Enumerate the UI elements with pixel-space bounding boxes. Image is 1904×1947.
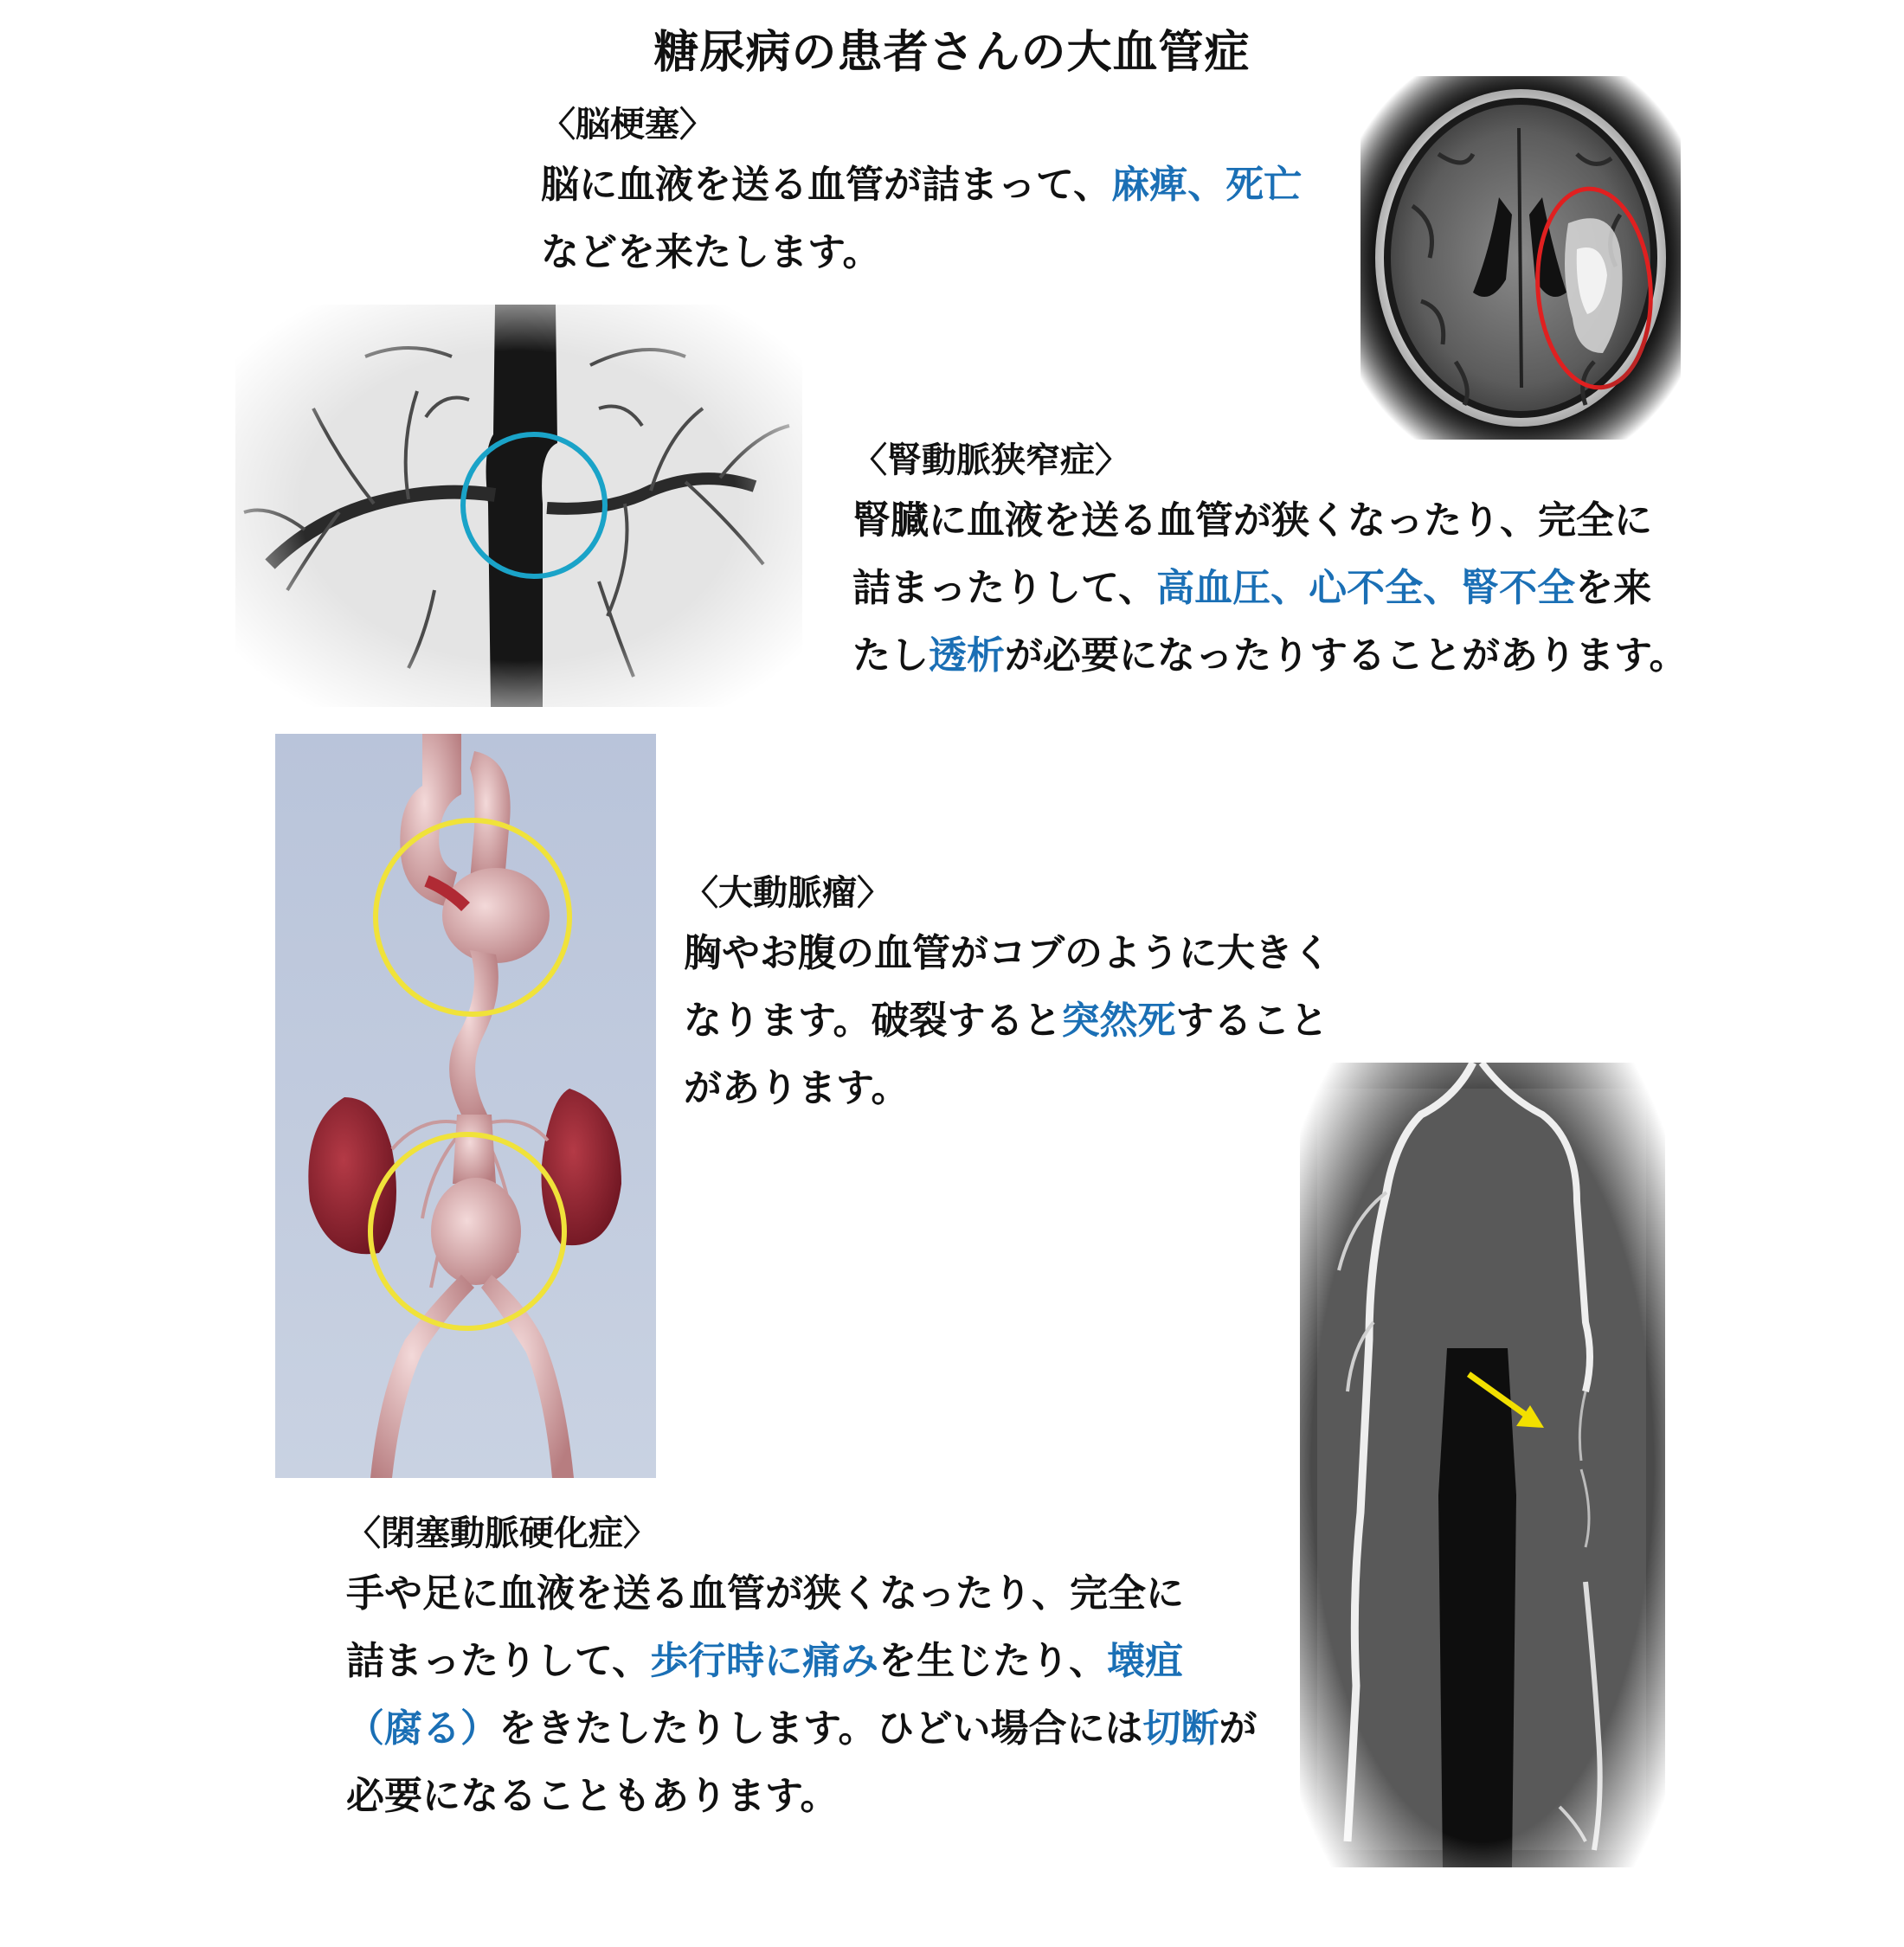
- stroke-heading: 〈脳梗塞〉: [541, 105, 714, 145]
- aneurysm-heading: 〈大動脈瘤〉: [684, 873, 891, 913]
- text-segment: たし: [852, 633, 929, 678]
- renal-text: [852, 487, 1687, 690]
- renal-heading: 〈腎動脈狭窄症〉: [852, 440, 1129, 480]
- pad-heading: 〈閉塞動脈硬化症〉: [346, 1513, 658, 1553]
- text-segment: が必要になったりすることがあります。: [1005, 633, 1688, 678]
- highlight-dialysis: 透析: [929, 633, 1005, 678]
- text-segment: を来: [1575, 566, 1652, 610]
- highlight-rot: （腐る）: [346, 1706, 499, 1751]
- stroke-text: [541, 151, 1302, 286]
- text-segment: 脳に血液を送る血管が詰まって、: [541, 163, 1112, 207]
- text-segment: があります。: [684, 1066, 910, 1110]
- highlight-hypertension: 高血圧、心不全、腎不全: [1156, 566, 1576, 610]
- text-segment: を生じたり、: [878, 1639, 1108, 1683]
- highlight-gangrene: 壊疽: [1107, 1639, 1184, 1683]
- text-segment: 必要になることもあります。: [346, 1774, 839, 1818]
- renal-angiogram-image: [235, 305, 802, 707]
- highlight-sudden-death: 突然死: [1061, 999, 1176, 1043]
- highlight-paralysis-death: 麻痺、死亡: [1111, 163, 1303, 207]
- text-segment: 詰まったりして、: [852, 566, 1157, 610]
- text-segment: などを来たします。: [541, 230, 881, 274]
- text-segment: 詰まったりして、: [346, 1639, 651, 1683]
- text-segment: なります。破裂すると: [684, 999, 1062, 1043]
- brain-mri-image: [1360, 76, 1681, 440]
- highlight-walking-pain: 歩行時に痛み: [650, 1639, 879, 1683]
- text-segment: が: [1219, 1706, 1258, 1751]
- text-segment: すること: [1175, 999, 1328, 1043]
- text-segment: 胸やお腹の血管がコブのように大きく: [684, 931, 1331, 975]
- page-title: 糖尿病の患者さんの大血管症: [653, 27, 1251, 79]
- leg-angiogram-image: [1300, 1063, 1665, 1867]
- text-segment: をきたしたりします。ひどい場合には: [499, 1706, 1143, 1751]
- pad-text: [346, 1560, 1257, 1830]
- aorta-3d-ct-image: [275, 734, 656, 1478]
- aneurysm-text: [684, 920, 1331, 1122]
- text-segment: 手や足に血液を送る血管が狭くなったり、完全に: [346, 1571, 1184, 1616]
- highlight-amputation: 切断: [1142, 1706, 1219, 1751]
- text-segment: 腎臓に血液を送る血管が狭くなったり、完全に: [852, 498, 1652, 543]
